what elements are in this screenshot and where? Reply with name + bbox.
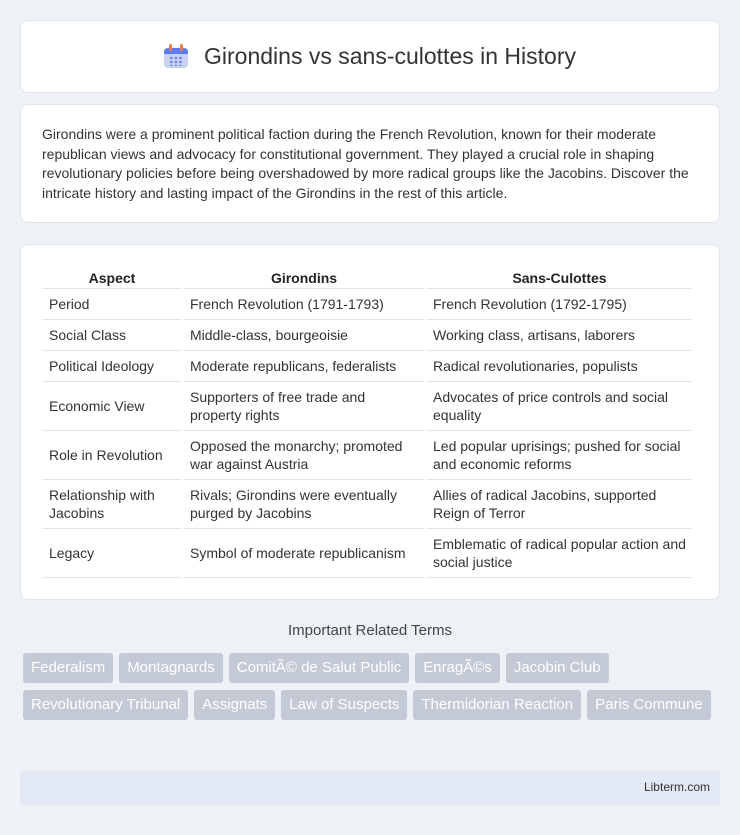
table-cell: French Revolution (1792-1795) xyxy=(427,289,692,320)
footer xyxy=(20,771,720,805)
table-cell: Symbol of moderate republicanism xyxy=(184,529,424,578)
tag-thermidorian-reaction[interactable]: Thermidorian Reaction xyxy=(413,690,581,720)
table-cell: Led popular uprisings; pushed for social and economic reforms xyxy=(427,431,692,480)
table-cell: Rivals; Girondins were eventually purged by Jacobins xyxy=(184,480,424,529)
header-aspect: Aspect xyxy=(43,263,181,289)
table-cell: Allies of radical Jacobins, supported Reign of Terror xyxy=(427,480,692,529)
table-cell: Emblematic of radical popular action and social justice xyxy=(427,529,692,578)
table-cell: Political Ideology xyxy=(43,351,181,382)
table-cell: Middle-class, bourgeoisie xyxy=(184,320,424,351)
header-card xyxy=(20,20,720,93)
tag-jacobin-club[interactable]: Jacobin Club xyxy=(506,653,609,683)
tag-assignats[interactable]: Assignats xyxy=(194,690,275,720)
table-cell: Radical revolutionaries, populists xyxy=(427,351,692,382)
intro-text: Girondins were a prominent political faction during the French Revolution, known for their moderate republican views and advocacy for constitutional government. They played a crucial role in shaping revolutionary policies before being overshadowed by more radical groups like the Jacobins. Discover the intricate history and lasting impact of the Girondins in the rest of this article. xyxy=(42,126,689,201)
table-cell: Period xyxy=(43,289,181,320)
table-row xyxy=(43,289,692,320)
table-cell: Social Class xyxy=(43,320,181,351)
table-row xyxy=(43,480,692,529)
tag-federalism[interactable]: Federalism xyxy=(23,653,113,683)
calendar-icon xyxy=(164,44,188,70)
table-cell: Legacy xyxy=(43,529,181,578)
comparison-table xyxy=(40,263,695,578)
header-sans-culottes: Sans-Culottes xyxy=(427,263,692,289)
table-cell: Advocates of price controls and social equality xyxy=(427,382,692,431)
table-row xyxy=(43,320,692,351)
tag-enrages[interactable]: EnragÃ©s xyxy=(415,653,500,683)
tag-revolutionary-tribunal[interactable]: Revolutionary Tribunal xyxy=(23,690,188,720)
table-cell: Supporters of free trade and property rights xyxy=(184,382,424,431)
related-terms-title: Important Related Terms xyxy=(288,622,452,639)
related-terms-list xyxy=(23,653,723,727)
table-row xyxy=(43,529,692,578)
tag-paris-commune[interactable]: Paris Commune xyxy=(587,690,711,720)
table-cell: Economic View xyxy=(43,382,181,431)
table-cell: Moderate republicans, federalists xyxy=(184,351,424,382)
table-row xyxy=(43,431,692,480)
table-row xyxy=(43,351,692,382)
table-cell: Opposed the monarchy; promoted war against Austria xyxy=(184,431,424,480)
table-cell: French Revolution (1791-1793) xyxy=(184,289,424,320)
page-title: Girondins vs sans-culottes in History xyxy=(204,43,576,69)
tag-comite-de-salut-public[interactable]: ComitÃ© de Salut Public xyxy=(229,653,409,683)
tag-montagnards[interactable]: Montagnards xyxy=(119,653,223,683)
table-cell: Relationship with Jacobins xyxy=(43,480,181,529)
comparison-card xyxy=(20,244,720,600)
header-girondins: Girondins xyxy=(184,263,424,289)
footer-site-link[interactable]: Libterm.com xyxy=(643,780,710,794)
tag-law-of-suspects[interactable]: Law of Suspects xyxy=(281,690,407,720)
table-cell: Role in Revolution xyxy=(43,431,181,480)
table-row xyxy=(43,382,692,431)
intro-card xyxy=(20,104,720,223)
table-cell: Working class, artisans, laborers xyxy=(427,320,692,351)
